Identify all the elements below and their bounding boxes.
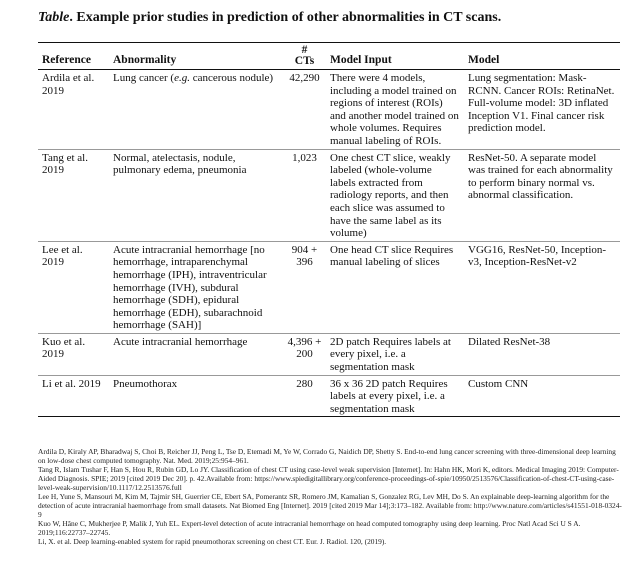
- cell-model: Custom CNN: [464, 375, 620, 417]
- cell-cts: 280: [283, 375, 326, 417]
- cell-model: VGG16, ResNet-50, Inception-v3, Inception-ResNet-v2: [464, 241, 620, 333]
- header-cts-line2: CTs: [294, 55, 315, 67]
- reference-entry: Li, X. et al. Deep learning-enabled system for rapid pneumothorax screening on chest CT. Eur. J. Radiol. 120, (2019).: [38, 537, 387, 546]
- cell-reference: Tang et al. 2019: [38, 149, 109, 241]
- reference-entry: Tang R, Islam Tushar F, Han S, Hou R, Rubin GD, Lo JY. Classification of chest CT using case-level weak supervision [Internet]. In: Hahn HK, Mori K, editors. Medical Imaging 2019: Computer-Aided Diagnosis. SPIE; 2019 [cited 2019 Dec 20]. p. 42.Available from: https://www.spiedigitallibrary.org/conference-proceedings-of-spie/10950/2513576/Classification-of-chest-CT-using-case-level-weak-supervision/10.1117/12.2513576.full: [38, 465, 619, 492]
- cell-abnormality: Pneumothorax: [109, 375, 283, 417]
- cell-reference: Kuo et al. 2019: [38, 333, 109, 375]
- cell-model-input: 2D patch Requires labels at every pixel, i.e. a segmentation mask: [326, 333, 464, 375]
- cell-cts: 904 + 396: [283, 241, 326, 333]
- table-row: [38, 375, 620, 417]
- header-abnormality: Abnormality: [109, 43, 283, 70]
- cell-model: Dilated ResNet-38: [464, 333, 620, 375]
- header-model: Model: [464, 43, 620, 70]
- cell-reference: Lee et al. 2019: [38, 241, 109, 333]
- cell-abnormality: Normal, atelectasis, nodule, pulmonary edema, pneumonia: [109, 149, 283, 241]
- cell-model-input: One head CT slice Requires manual labeling of slices: [326, 241, 464, 333]
- reference-entry: Kuo W, Hãne C, Mukherjee P, Malik J, Yuh EL. Expert-level detection of acute intracranial hemorrhage on head computed tomography using deep learning. Proc Natl Acad Sci U S A. 2019;116:22737–22745.: [38, 519, 581, 537]
- reference-entry: Lee H, Yune S, Mansouri M, Kim M, Tajmir SH, Guerrier CE, Ebert SA, Pomerantz SR, Romero JM, Kamalian S, Gonzalez RG, Lev MH, Do S. An explainable deep-learning algorithm for the detection of acute intracranial haemorrhage from small datasets. Nat Biomed Eng [Internet]. 2019 [cited 2019 Mar 14];3:173–182. Available from: http://www.nature.com/articles/s41551-018-0324-9: [38, 492, 622, 519]
- studies-table: [38, 42, 620, 417]
- header-cts-line1: #: [301, 44, 308, 56]
- table-header-row: [38, 43, 620, 70]
- header-cts: [283, 43, 326, 70]
- cell-model-input: One chest CT slice, weakly labeled (whole-volume labels extracted from radiology reports, and then each slice was assumed to have the same label as its volume): [326, 149, 464, 241]
- table-row: [38, 333, 620, 375]
- table-row: [38, 149, 620, 241]
- cell-model-input: There were 4 models, including a model trained on regions of interest (ROIs) and another model trained on whole volumes. Requires manual labeling of ROIs.: [326, 70, 464, 150]
- cell-cts: 42,290: [283, 70, 326, 150]
- cell-model: Lung segmentation: Mask-RCNN. Cancer ROIs: RetinaNet. Full-volume model: 3D inflated Inception V1. Final cancer risk prediction model.: [464, 70, 620, 150]
- abnormality-text-b: cancerous nodule): [189, 72, 274, 84]
- cell-cts: 4,396 + 200: [283, 333, 326, 375]
- references-list: [38, 447, 623, 546]
- table-label: Table: [38, 10, 70, 25]
- abnormality-text-a: Lung cancer (: [113, 72, 175, 84]
- cell-abnormality: Acute intracranial hemorrhage [no hemorrhage, intraparenchymal hemorrhage (IPH), intraventricular hemorrhage (IVH), subdural hemorrhage (SDH), epidural hemorrhage (EDH), subarachnoid hemorrhage (SAH)]: [109, 241, 283, 333]
- cell-model: ResNet-50. A separate model was trained for each abnormality to perform binary normal vs. abnormal classification.: [464, 149, 620, 241]
- abnormality-text-italic: e.g.: [174, 72, 190, 84]
- cell-cts: 1,023: [283, 149, 326, 241]
- header-model-input: Model Input: [326, 43, 464, 70]
- header-reference: Reference: [38, 43, 109, 70]
- table-row: [38, 241, 620, 333]
- cell-reference: Ardila et al. 2019: [38, 70, 109, 150]
- cell-abnormality: [109, 70, 283, 150]
- cell-model-input: 36 x 36 2D patch Requires labels at every pixel, i.e. a segmentation mask: [326, 375, 464, 417]
- table-title: [38, 10, 618, 26]
- cell-abnormality: Acute intracranial hemorrhage: [109, 333, 283, 375]
- table-row: [38, 70, 620, 150]
- reference-entry: Ardila D, Kiraly AP, Bharadwaj S, Choi B, Reicher JJ, Peng L, Tse D, Etemadi M, Ye W, Corrado G, Naidich DP, Shetty S. End-to-end lung cancer screening with three-dimensional deep learning on low-dose chest computed tomography. Nat. Med. 2019;25:954–961.: [38, 447, 616, 465]
- cell-reference: Li et al. 2019: [38, 375, 109, 417]
- table-caption: . Example prior studies in prediction of other abnormalities in CT scans.: [69, 10, 502, 25]
